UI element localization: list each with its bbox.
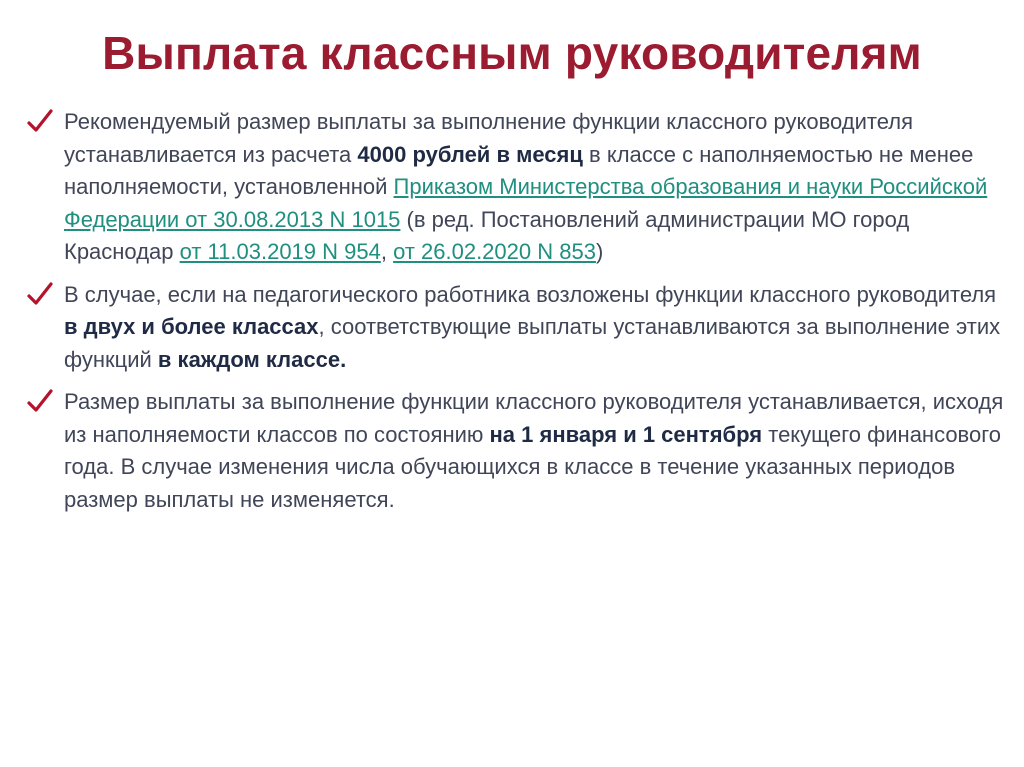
bullet-text: Размер выплаты за выполнение функции классного руководителя устанавливается, исходя из наполняемости классов по состоянию — [64, 389, 1004, 447]
order-link[interactable]: Приказом Министерства образования и науки Российской Федерации от 30.08.2013 N 1015 — [64, 174, 988, 232]
bullet-text: , — [380, 239, 394, 264]
checkmark-icon — [26, 108, 54, 136]
bullet-item — [24, 106, 1004, 269]
bullet-list — [24, 106, 1004, 526]
bullet-text: В случае, если на педагогического работника возложены функции классного руководителя — [64, 281, 997, 307]
bullet-text: в классе с наполняемостью не менее наполняемости, установленной — [64, 141, 974, 199]
bold-text: на 1 января и 1 сентября — [489, 421, 763, 447]
bullet-text: ) — [595, 239, 604, 264]
bullet-text: текущего финансового года. В случае изменения числа обучающихся в классе в течение указанных периодов размер выплаты не изменяется. — [64, 421, 1002, 512]
bold-text: в каждом классе. — [157, 346, 347, 372]
bullet-text: , соответствующие выплаты устанавливаются за выполнение этих функций — [64, 314, 1001, 372]
checkmark-icon — [26, 388, 54, 416]
bullet-item — [24, 386, 1004, 516]
bullet-item — [24, 279, 1004, 377]
resolution-link-2020[interactable]: от 26.02.2020 N 853 — [393, 239, 596, 264]
bullet-text: (в ред. Постановлений администрации МО город Краснодар — [64, 206, 910, 264]
bullet-text: Рекомендуемый размер выплаты за выполнение функции классного руководителя устанавливается из расчета — [64, 109, 913, 167]
resolution-link-2019[interactable]: от 11.03.2019 N 954 — [179, 239, 381, 264]
checkmark-icon — [26, 281, 54, 309]
slide-title: Выплата классным руководителям — [102, 27, 922, 79]
bold-text: в двух и более классах — [64, 314, 319, 339]
bold-text: 4000 рублей в месяц — [357, 141, 583, 167]
